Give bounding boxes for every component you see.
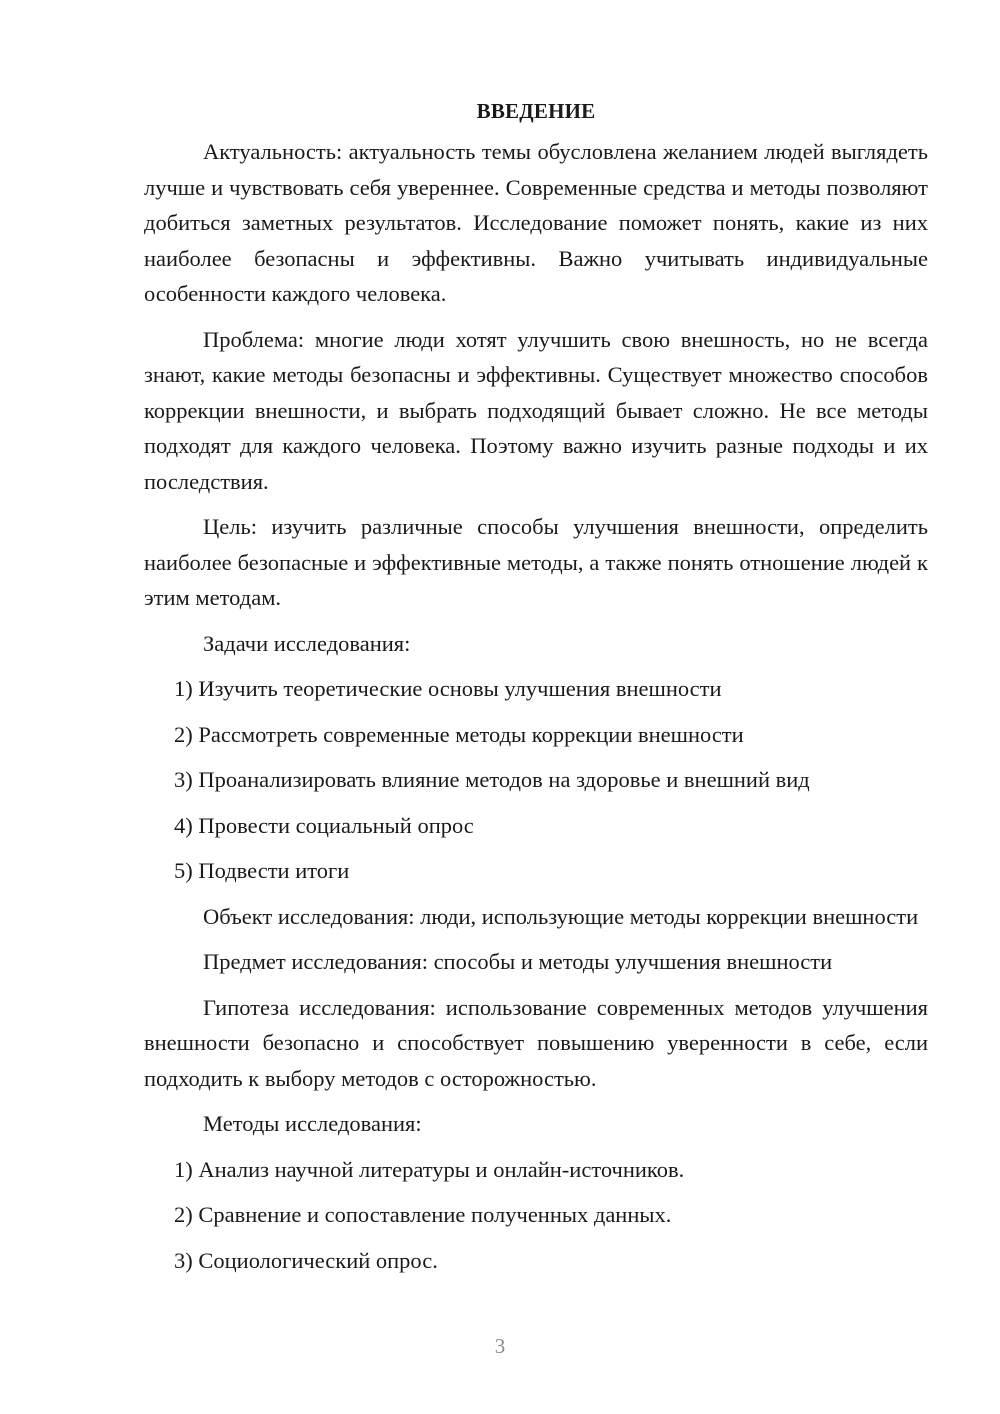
task-item: 3) Проанализировать влияние методов на здоровье и внешний вид xyxy=(174,767,810,792)
page-number: 3 xyxy=(494,1334,506,1358)
tasks-heading: Задачи исследования: xyxy=(203,630,411,656)
goal-paragraph: Цель: изучить различные способы улучшения внешности, определить наиболее безопасные и эффективные методы, а также понять отношение людей к этим методам. xyxy=(144,514,928,610)
object-paragraph: Объект исследования: люди, использующие методы коррекции внешности xyxy=(203,903,919,929)
task-item: 5) Подвести итоги xyxy=(174,858,350,883)
hypothesis-paragraph: Гипотеза исследования: использование современных методов улучшения внешности безопасно и способствует повышению уверенности в себе, если подходить к выбору методов с осторожностью. xyxy=(144,994,928,1091)
relevance-paragraph: Актуальность: актуальность темы обусловлена желанием людей выглядеть лучше и чувствовать себя увереннее. Современные средства и методы позволяют добиться заметных результатов. Исследование поможет понять, какие из них наиболее безопасны и эффективны. Важно учитывать индивидуальные особенности каждого человека. xyxy=(144,139,928,306)
task-item: 4) Провести социальный опрос xyxy=(174,812,474,838)
page-content xyxy=(144,96,928,1288)
tasks-list xyxy=(144,671,928,889)
subject-paragraph: Предмет исследования: способы и методы улучшения внешности xyxy=(203,949,833,974)
method-item: 2) Сравнение и сопоставление полученных данных. xyxy=(174,1202,672,1227)
methods-heading: Методы исследования: xyxy=(203,1111,422,1136)
method-item: 3) Социологический опрос. xyxy=(174,1247,438,1273)
problem-paragraph: Проблема: многие люди хотят улучшить свою внешность, но не всегда знают, какие методы безопасны и эффективны. Существует множество способов коррекции внешности, и выбрать подходящий бывает сложно. Не все методы подходят для каждого человека. Поэтому важно изучить разные подходы и их последствия. xyxy=(144,326,928,494)
methods-list xyxy=(144,1152,928,1279)
task-item: 2) Рассмотреть современные методы коррекции внешности xyxy=(174,721,744,747)
page-title: ВВЕДЕНИЕ xyxy=(476,99,596,123)
task-item: 1) Изучить теоретические основы улучшения внешности xyxy=(174,676,722,701)
method-item: 1) Анализ научной литературы и онлайн-источников. xyxy=(174,1156,685,1182)
